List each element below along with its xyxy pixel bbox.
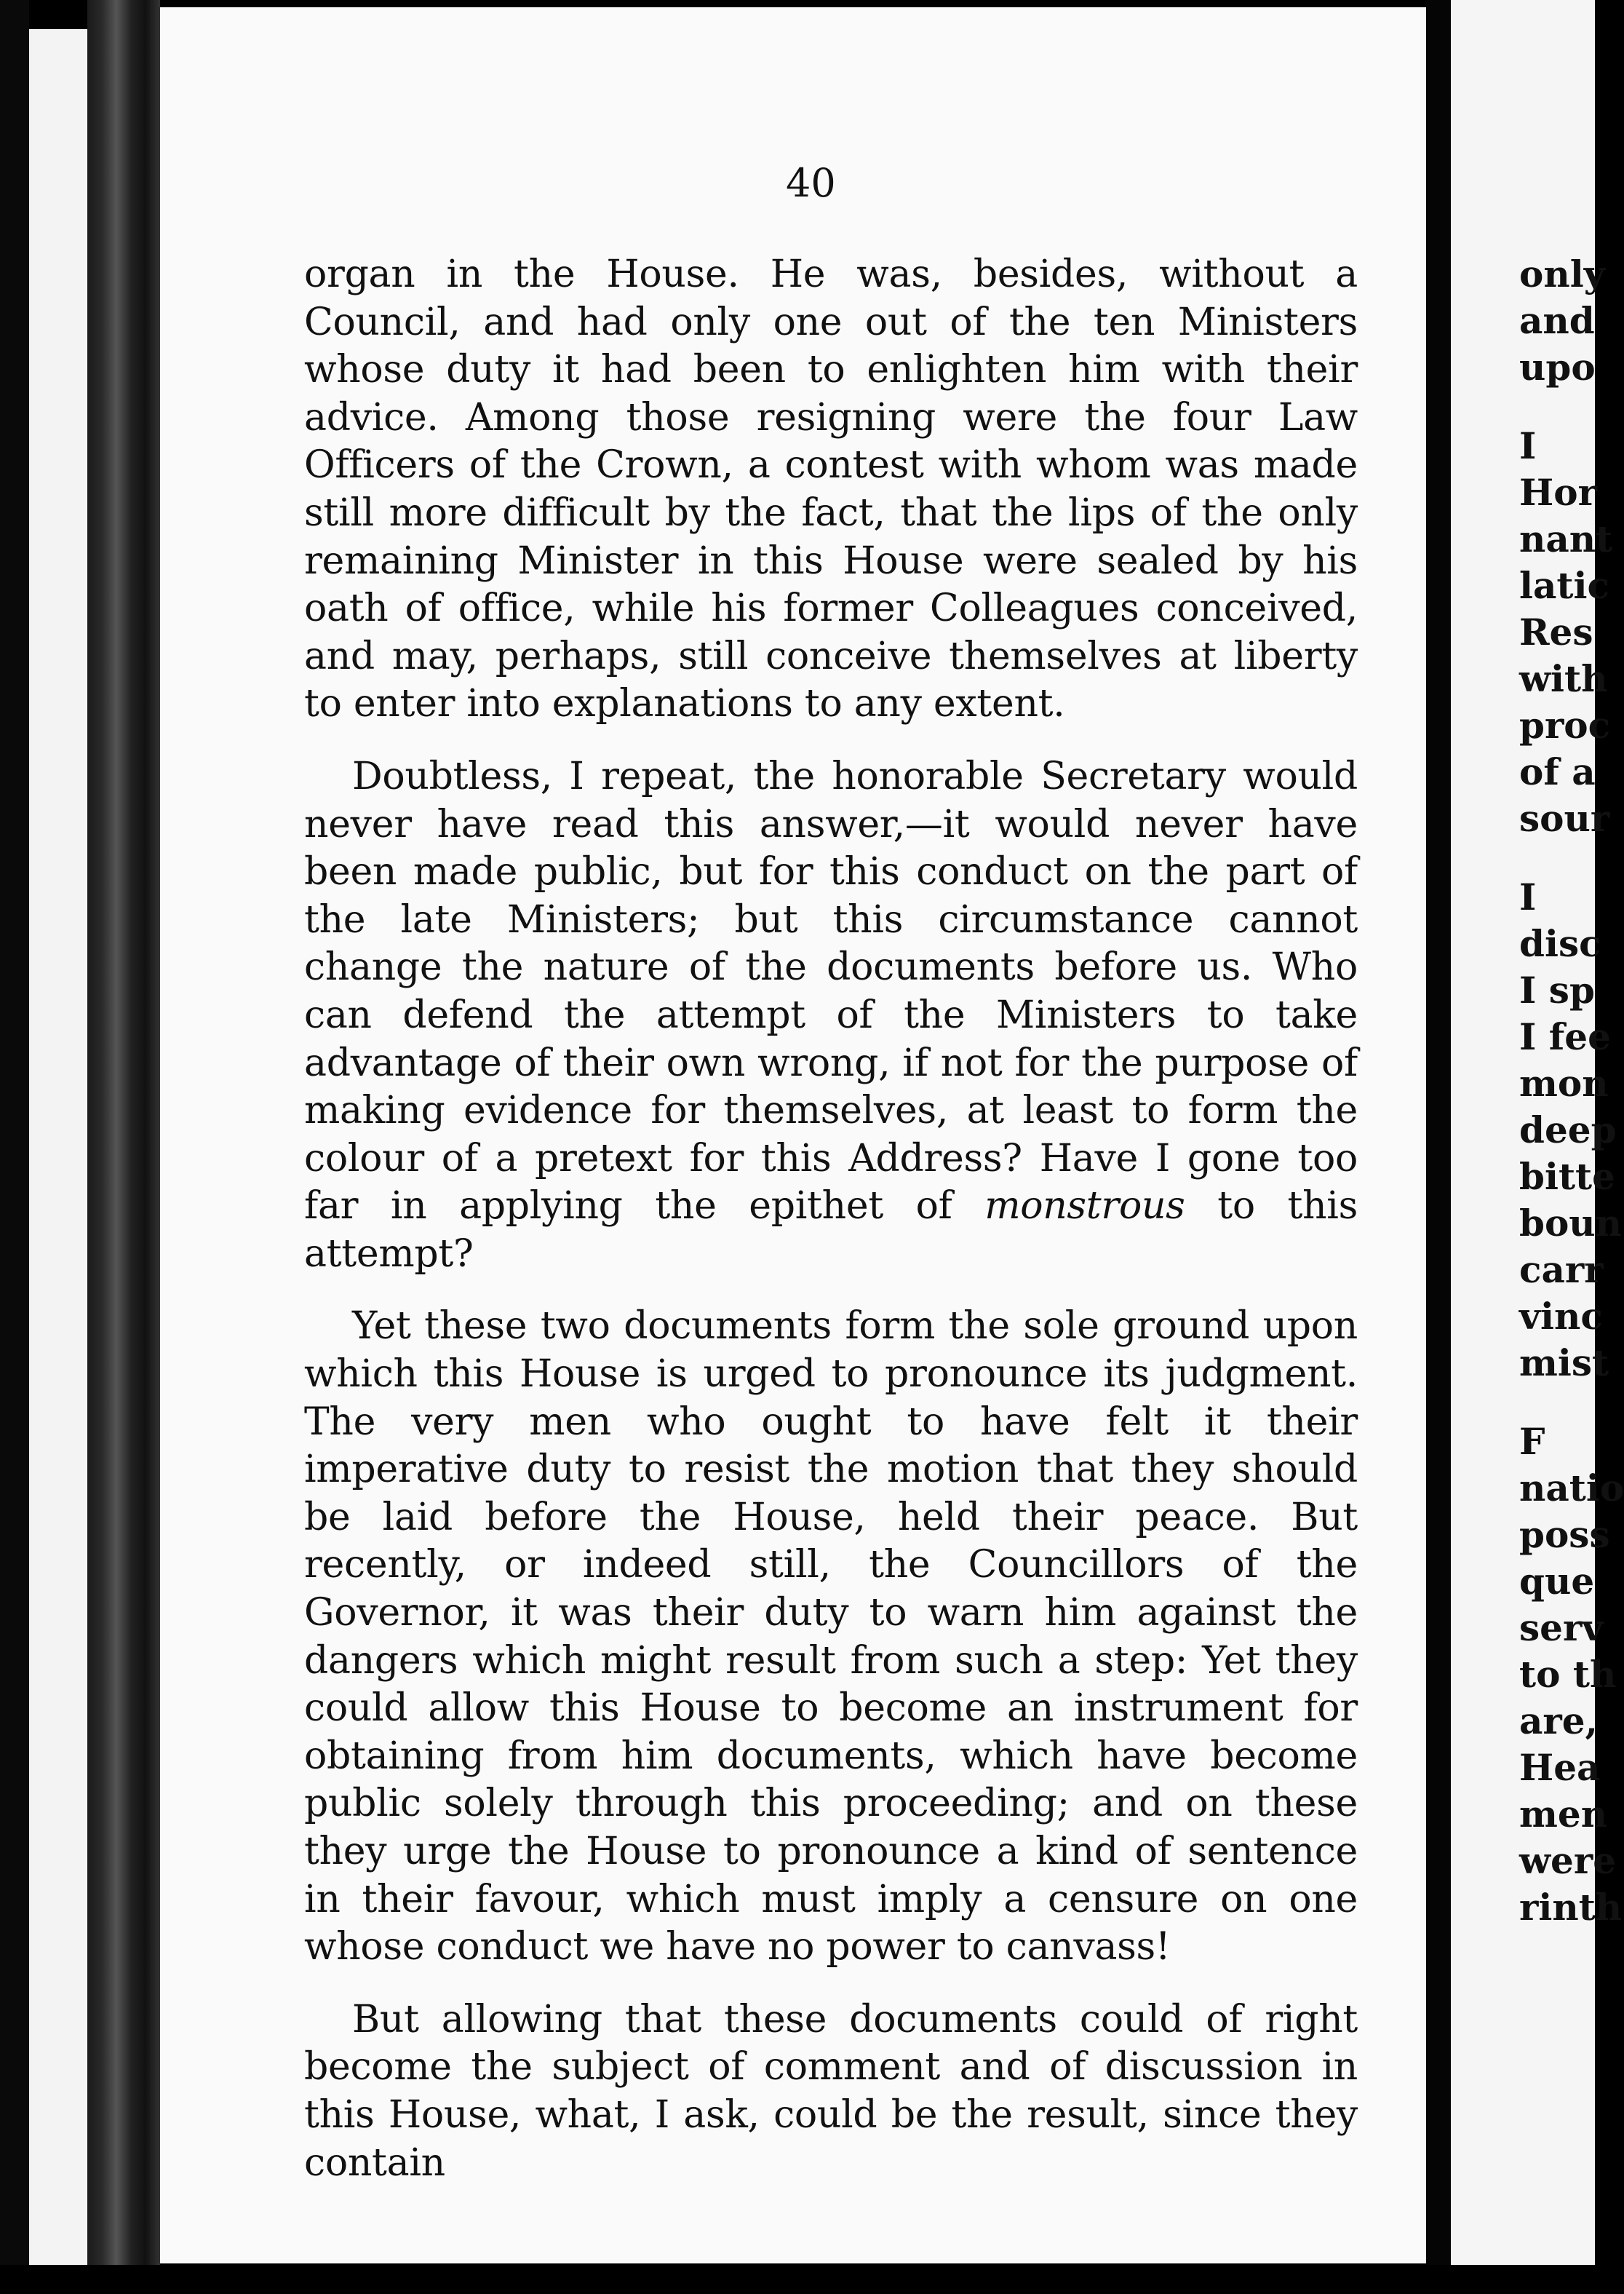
book-spine [87,0,160,2294]
paragraph-text: organ in the House. He was, besides, without a Council, and had only one out of the ten Ministers whose duty it had been to enlighten him with their advice. Among those resigning were the four Law Officers of the Crown, a contest with whom was made still more difficult by the fact, that the lips of the only remaining Minister in this House were sealed by his oath of office, while his former Colleagues conceived, and may, perhaps, still conceive themselves at liberty to enter into explanations to any extent. [304,253,1358,726]
fragment-line: I fee [1519,1015,1611,1058]
fragment-line: men [1519,1793,1608,1835]
fragment-line: I sp [1519,969,1595,1012]
fragment-line: are, [1519,1699,1598,1742]
fragment-line: nant [1519,517,1613,560]
fragment-line: boun [1519,1202,1623,1245]
fragment-line: Hea [1519,1746,1601,1789]
fragment-line: proc [1519,704,1611,747]
page-number: 40 [786,160,836,206]
right-page-text-fragments [1519,251,1624,1931]
fragment-line: only [1519,253,1605,295]
fragment-line: mist [1519,1341,1609,1384]
fragment-line: Res [1519,611,1593,654]
fragment-line: disc [1519,922,1601,965]
fragment-line: were [1519,1839,1617,1882]
fragment-line: mon [1519,1062,1609,1105]
fragment-line: sour [1519,797,1610,840]
italic-word: monstrous [984,1184,1185,1229]
fragment-line: and [1519,299,1595,342]
fragment-line: vinc [1519,1295,1603,1338]
body-text [304,251,1358,2212]
fragment-line: latic [1519,564,1609,607]
fragment-line: poss [1519,1513,1610,1556]
fragment-line: que [1519,1560,1595,1603]
fragment-line: of a [1519,750,1596,793]
paragraph-text: But allowing that these documents could of right become the subject of comment and of discussion in this House, what, I ask, could be the result, since they contain [304,1997,1358,2185]
fragment-line: carr [1519,1248,1604,1291]
fragment-line: serv [1519,1606,1604,1649]
paragraph-text: Yet these two documents form the sole ground upon which this House is urged to pronounce its judgment. The very men who ought to have felt it their imperative duty to resist the motion that they should be laid before the House, held their peace. But recently, or indeed still, the Councillors of the Governor, it was their duty to warn him against the dangers which might result from such a step: Yet they could allow this House to become an instrument for obtaining from him documents, which have become public solely through this proceeding; and on these they urge the House to pronounce a kind of sentence in their favour, which must imply a censure on one whose conduct we have no power to canvass! [304,1304,1358,1969]
paragraph-1 [304,251,1358,729]
fragment-line: upo [1519,346,1596,389]
paragraph-4 [304,1996,1358,2187]
fragment-line: F [1519,1420,1545,1463]
fragment-line: I [1519,424,1537,467]
paragraph-text: Doubtless, I repeat, the honorable Secretary would never have read this answer,—it would never have been made public, but for this conduct on the part of the late Ministers; but this circumstance cannot change the nature of the documents before us. Who can defend the attempt of the Ministers to take advantage of their own wrong, if not for the purpose of making evidence for themselves, at least to form the colour of a pretext for this Address? Have I gone too far in applying the epithet of [304,754,1358,1229]
paragraph-text: to this attempt? [304,1184,1358,1276]
fragment-line: Hor [1519,471,1597,514]
fragment-line: bitte [1519,1155,1615,1198]
paragraph-3 [304,1303,1358,1971]
fragment-line: natio [1519,1467,1624,1509]
fragment-line: I [1519,876,1537,918]
fragment-line: deep [1519,1108,1617,1151]
page-gutter [1426,0,1451,2294]
paragraph-2 [304,753,1358,1279]
scan-left-edge [0,0,29,2294]
left-margin [29,29,93,2265]
fragment-line: to th [1519,1653,1617,1696]
scan-bottom-edge [0,2265,1595,2294]
fragment-line: with [1519,657,1608,700]
fragment-line: rinth [1519,1886,1623,1929]
